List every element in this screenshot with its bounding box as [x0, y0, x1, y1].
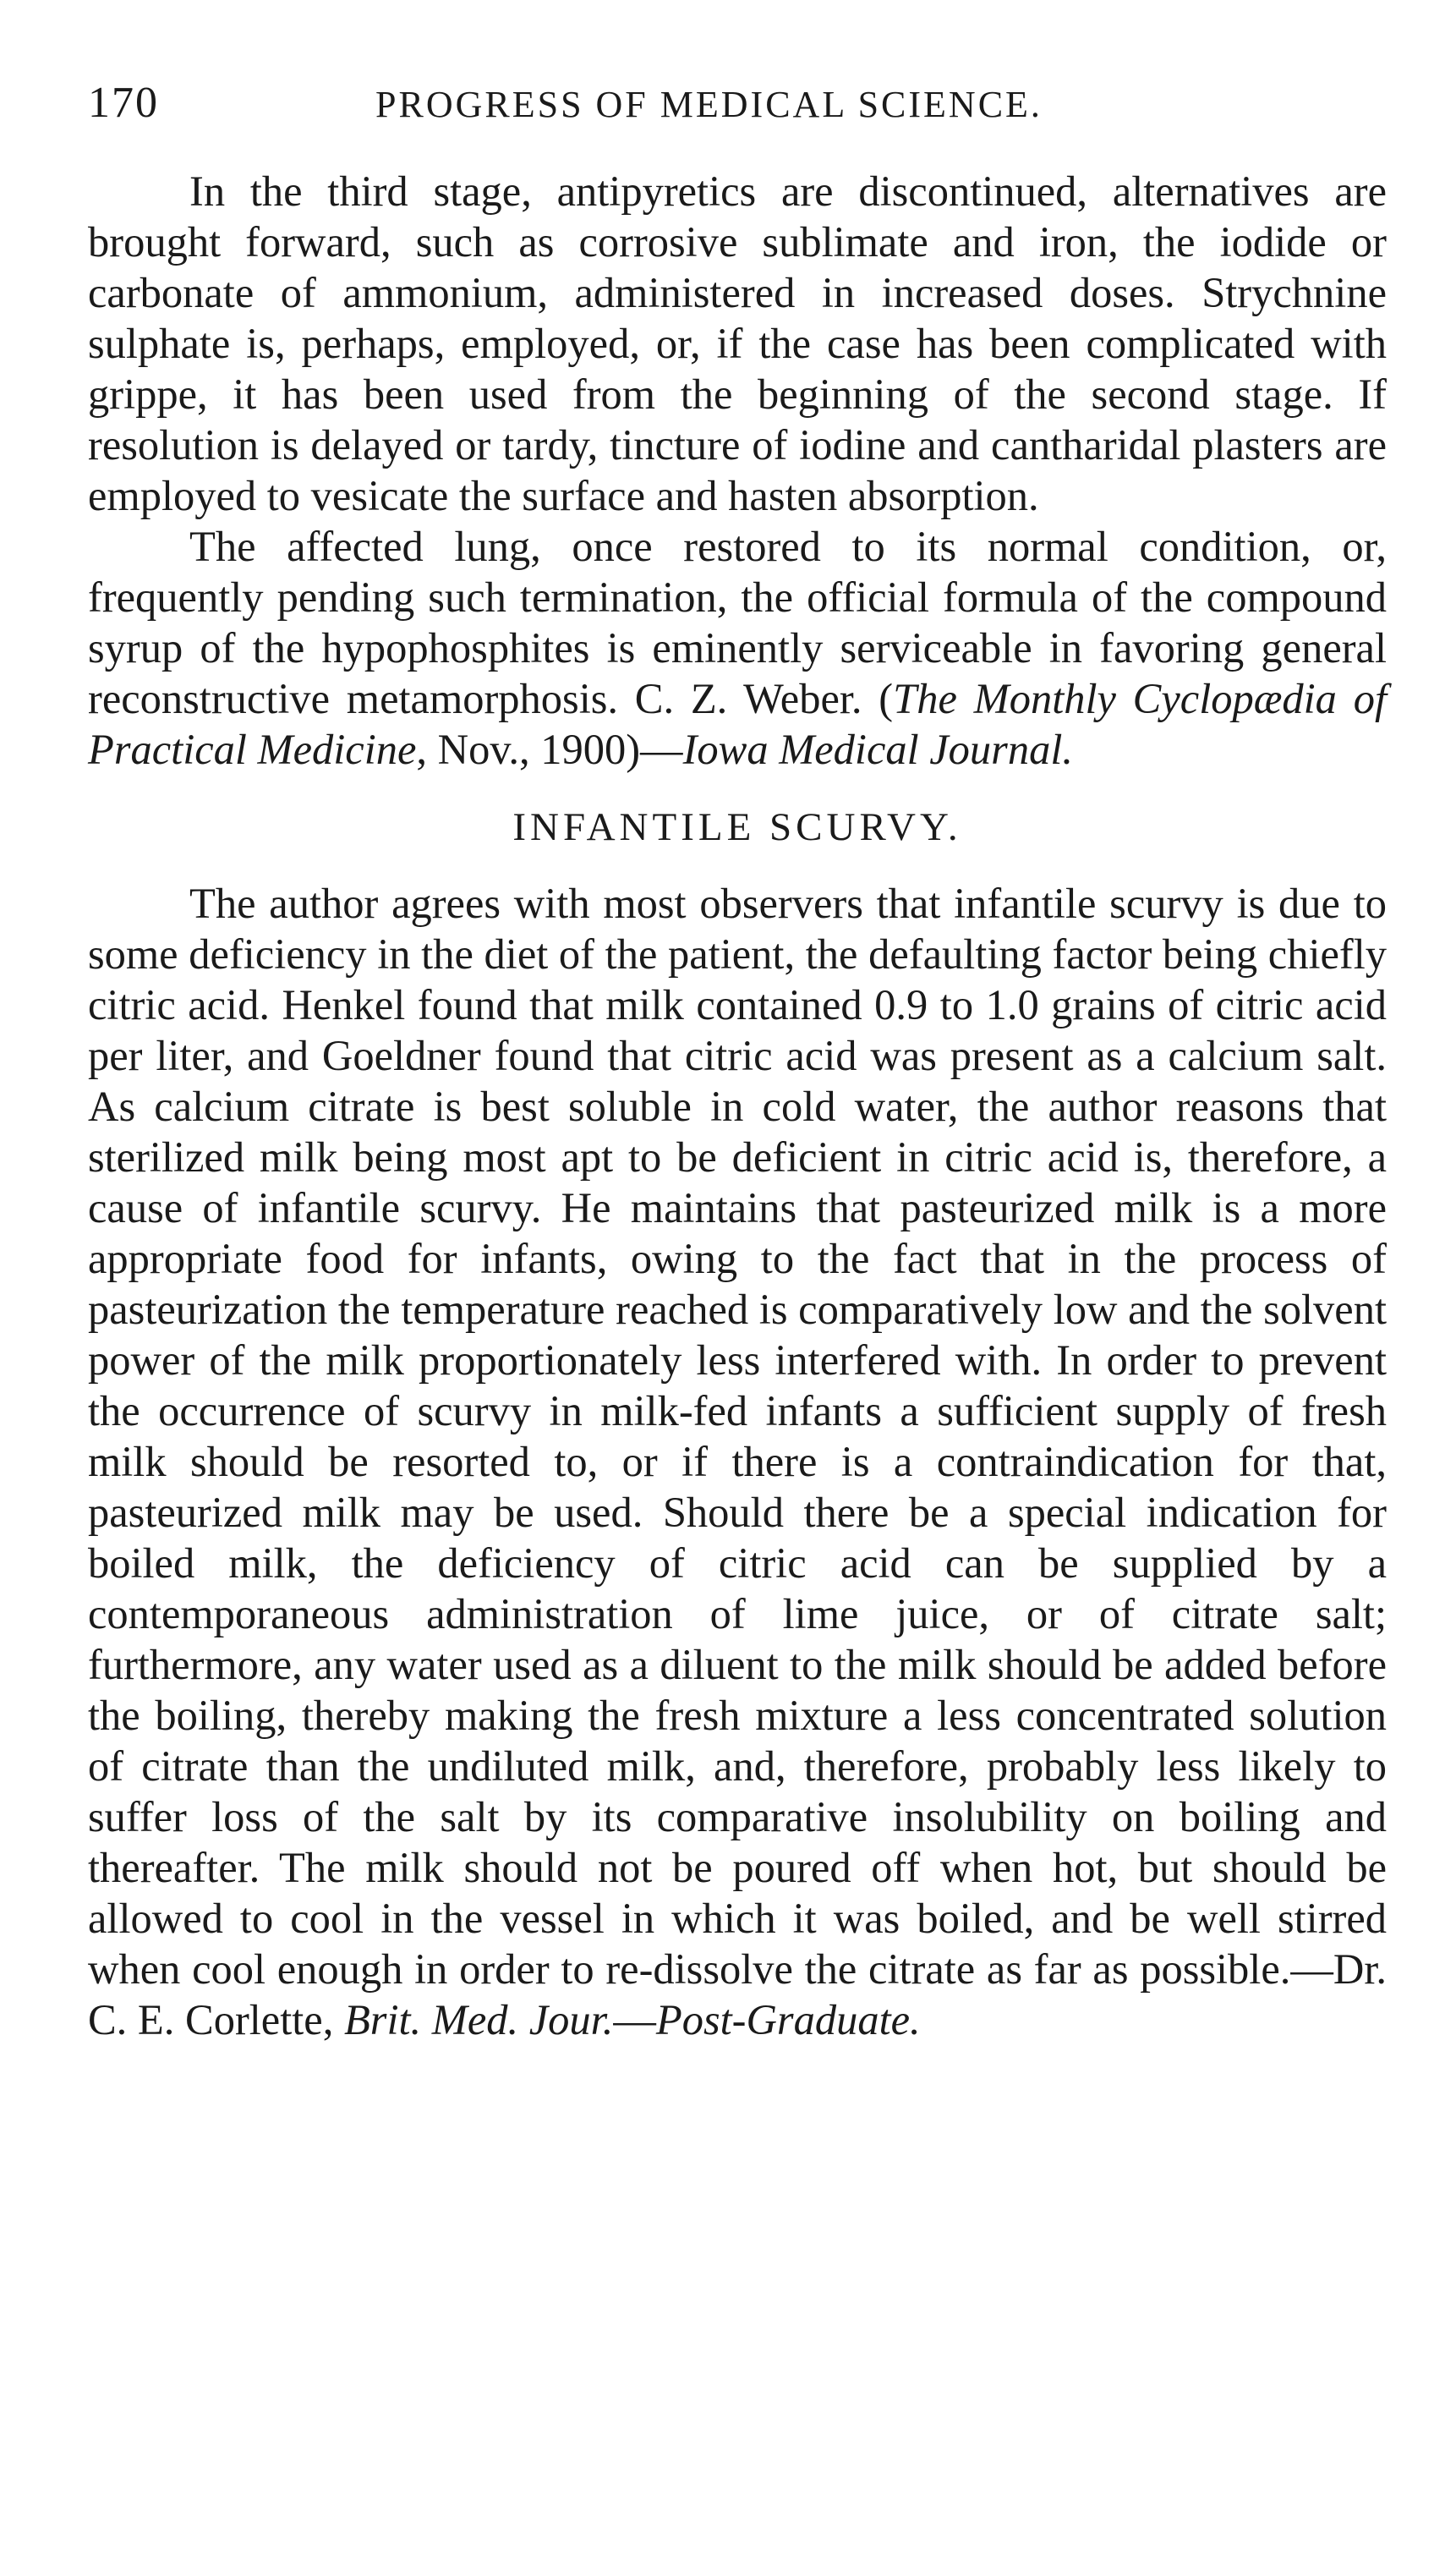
page-header — [88, 78, 1390, 137]
section-heading: INFANTILE SCURVY. — [512, 805, 962, 849]
page-number: 170 — [88, 79, 159, 127]
running-title: PROGRESS OF MEDICAL SCIENCE. — [375, 84, 1043, 125]
citation-separator: — — [613, 1996, 656, 2043]
citation-date: , Nov., 1900)— — [416, 726, 683, 773]
paragraph-infantile-scurvy — [88, 878, 1387, 2045]
paragraph-text: In the third stage, antipyretics are discontinued, alternatives are brought forward, such as corrosive sublimate and iron, the iodide or carbonate of ammonium, administered in increased doses. Strychnine sulphate is, perhaps, employed, or, if the case has been complicated with grippe, it has been used from the beginning of the second stage. If resolution is delayed or tardy, tincture of iodine and cantharidal plasters are employed to vesicate the surface and hasten absorption. — [88, 167, 1387, 519]
paragraph-third-stage — [88, 166, 1387, 521]
page-body — [88, 166, 1387, 2045]
citation-source: Iowa Medical Journal. — [682, 726, 1073, 773]
paragraph-text: The author agrees with most observers that infantile scurvy is due to some deficiency in the diet of the patient, the defaulting factor being chiefly citric acid. Henkel found that milk contained 0.9 to 1.0 grains of citric acid per liter, and Goeldner found that citric acid was present as a calcium salt. As calcium citrate is best soluble in cold water, the author reasons that sterilized milk being most apt to be deficient in citric acid is, therefore, a cause of infantile scurvy. He maintains that pasteurized milk is a more appropriate food for infants, owing to the fact that in the process of pasteurization the temperature reached is comparatively low and the solvent power of the milk proportionately less interfered with. In order to prevent the occurrence of scurvy in milk-fed infants a sufficient supply of fresh milk should be resorted to, or if there is a contraindication for that, pasteurized milk may be used. Should there be a special indication for boiled milk, the deficiency of citric acid can be supplied by a contemporaneous administration of lime juice, or of citrate salt; furthermore, any water used as a diluent to the milk should be added before the boiling, thereby making the fresh mixture a less concentrated solution of citrate than the undiluted milk, and, therefore, probably less likely to suffer loss of the salt by its comparative insolubility on boiling and thereafter. The milk should not be poured off when hot, but should be allowed to cool in the vessel in which it was boiled, and be well stirred when cool enough in order to re-dissolve the citrate as far as possible.—Dr. C. E. Corlette, — [88, 880, 1387, 2043]
citation-open: ( — [862, 675, 894, 722]
citation-source-secondary: Post-Graduate. — [655, 1996, 921, 2043]
paragraph-affected-lung — [88, 521, 1387, 775]
paragraph-text: The affected lung, once restored to its normal condition, or, frequently pending such termination, the official formula of the compound syrup of the hypophosphites is eminently serviceable in favoring general reconstructive metamorphosis. C. Z. Weber. — [88, 523, 1387, 722]
citation-source: Brit. Med. Jour. — [333, 1996, 614, 2043]
citation-title: The Monthly Cyclopædia of Practical Medicine — [88, 675, 1387, 773]
